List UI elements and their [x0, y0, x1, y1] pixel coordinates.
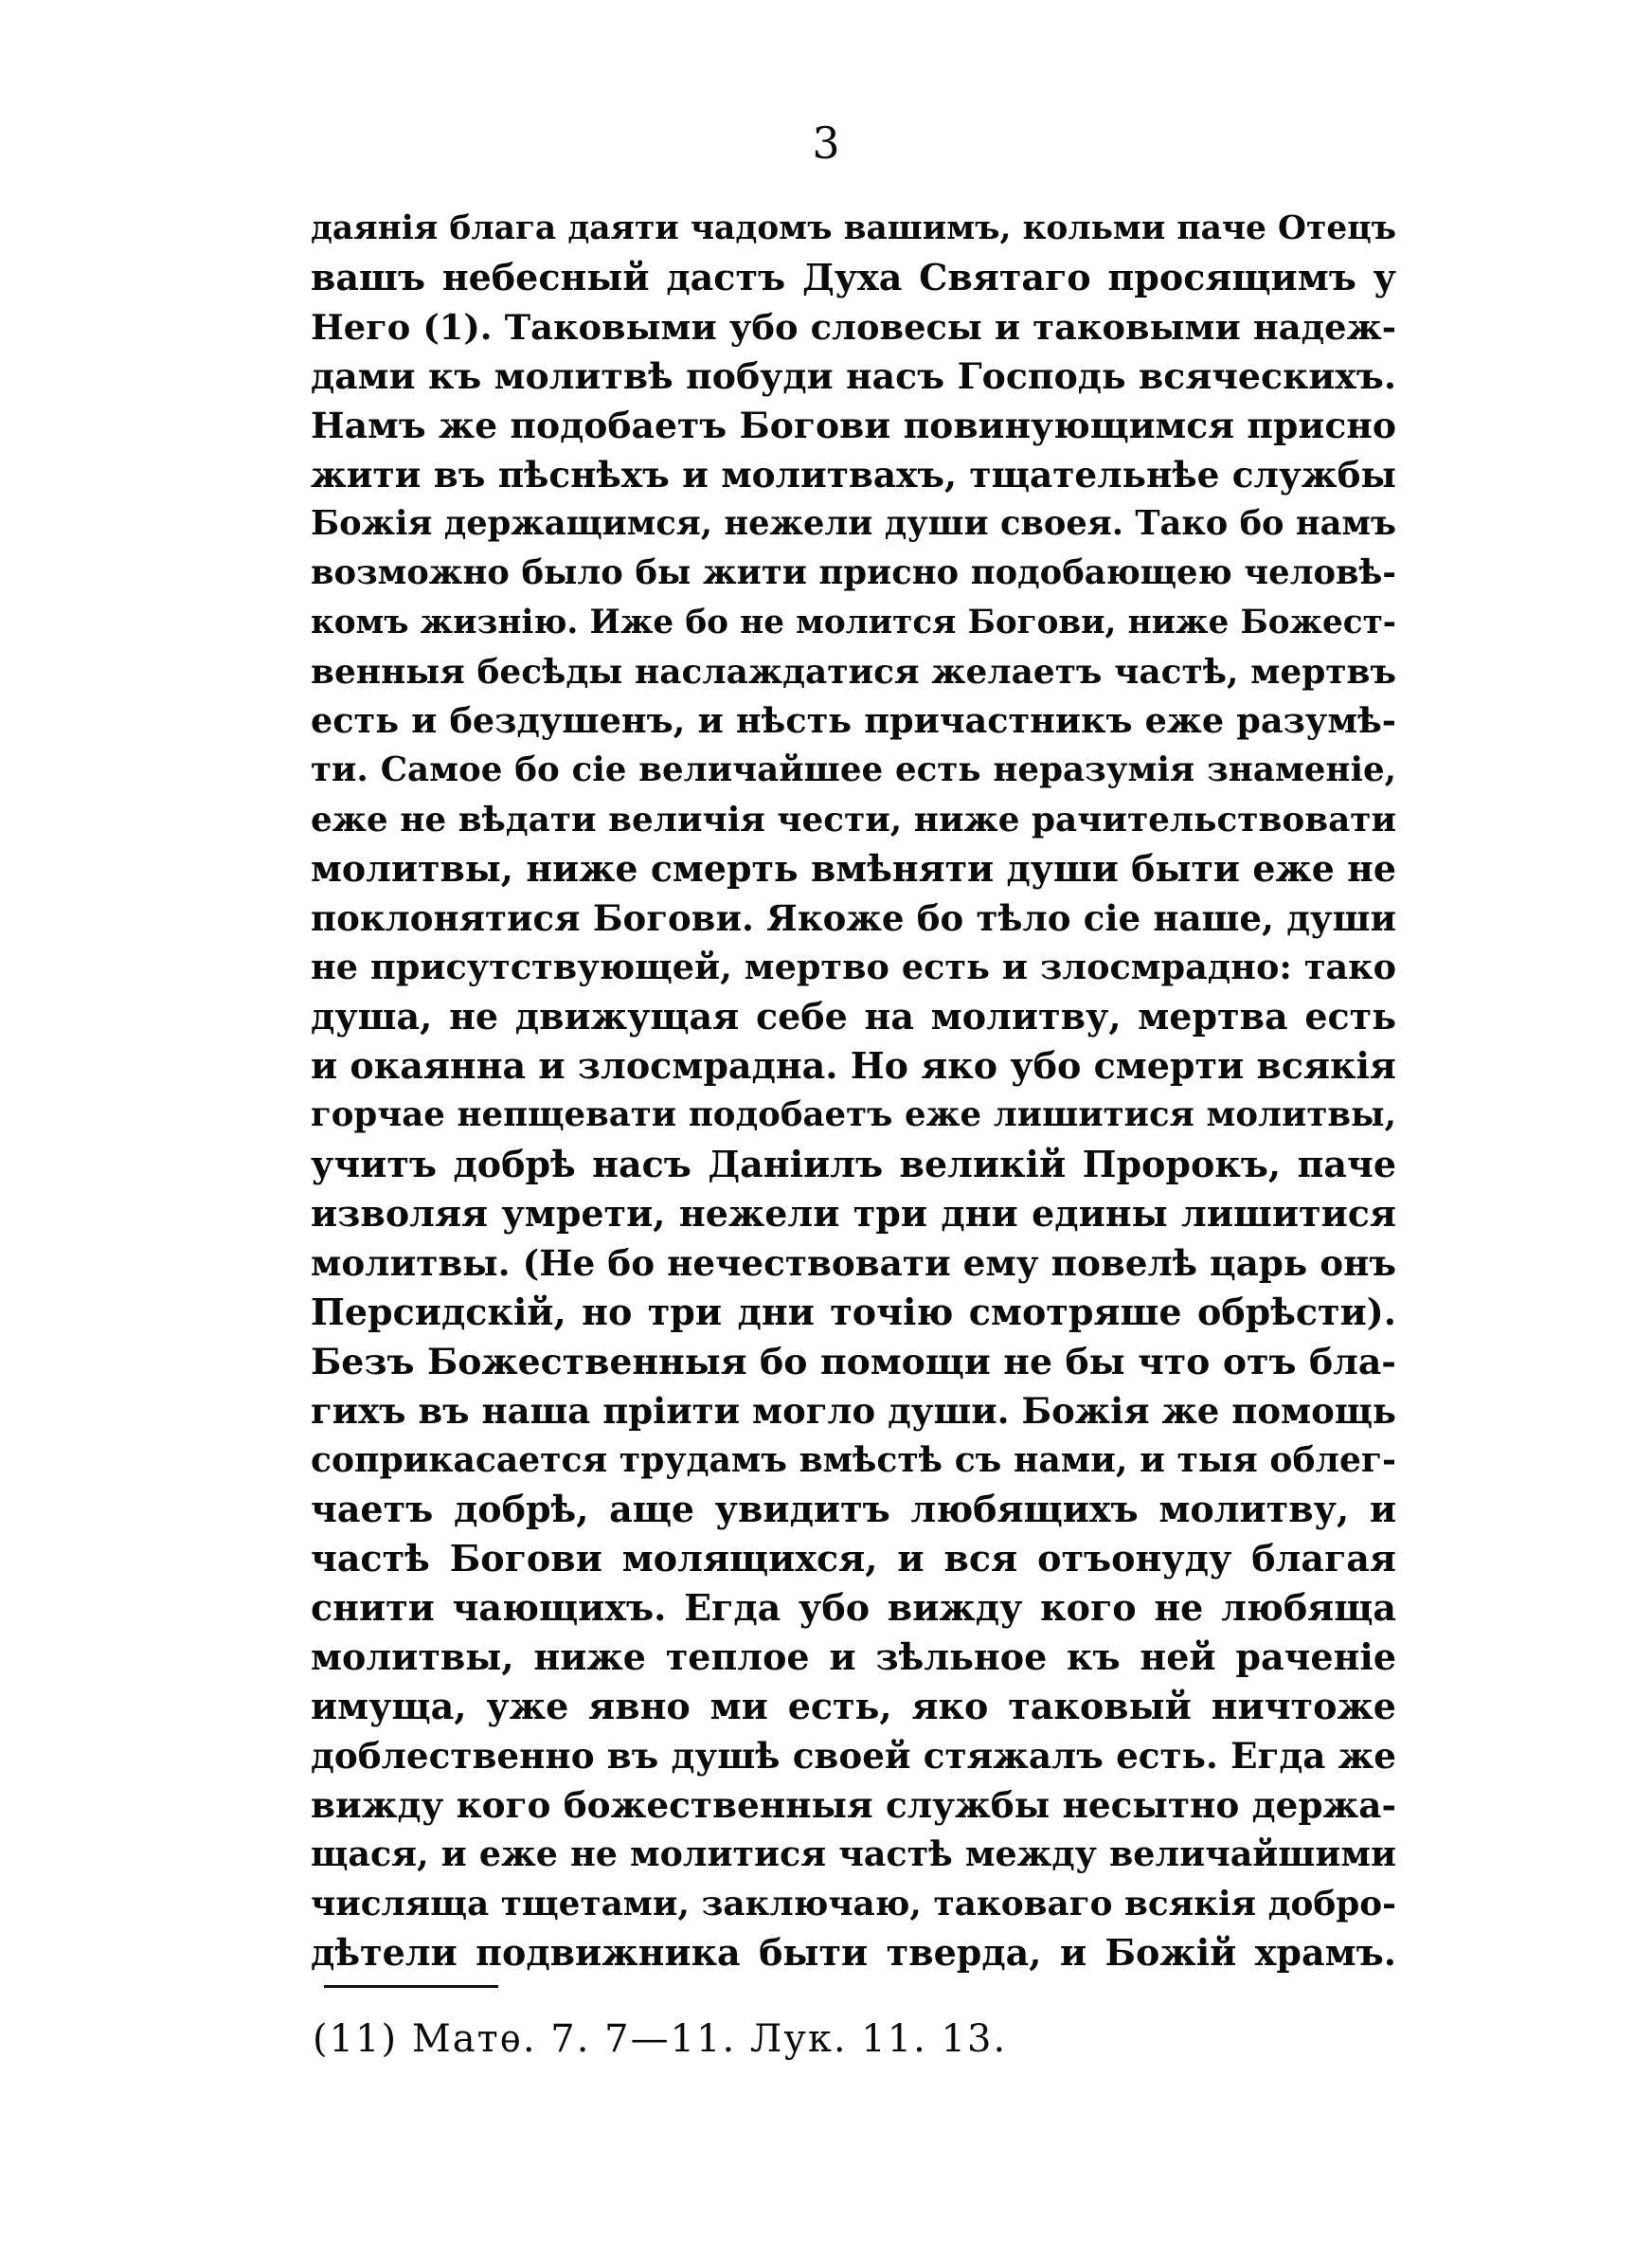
footnote: (11) Матѳ. 7. 7—11. Лук. 11. 13.	[313, 2017, 1008, 2061]
text-line: Намъ же подобаетъ Богови повинующимся присно	[311, 405, 1396, 446]
text-line: поклонятися Богови. Якоже бо тѣло сіе наше, души	[311, 897, 1396, 939]
text-line: Божія держащимся, нежели души своея. Тако бо намъ	[311, 504, 1396, 543]
text-line: венныя бесѣды наслаждатися желаетъ частѣ, мертвъ	[311, 652, 1396, 692]
text-line: частѣ Богови молящихся, и вся отъонуду благая	[311, 1537, 1396, 1580]
text-line: вашъ небесный дастъ Духа Святаго просящимъ у	[311, 256, 1396, 298]
text-line: доблественно въ душѣ своей стяжалъ есть. Егда же	[311, 1735, 1396, 1777]
text-line: еже не вѣдати величія чести, ниже рачительствовати	[311, 800, 1396, 840]
text-line: учитъ добрѣ насъ Даніилъ великій Пророкъ, паче	[311, 1143, 1396, 1185]
text-line: Персидскій, но три дни точію смотряше обрѣсти).	[311, 1291, 1396, 1333]
text-line: Безъ Божественныя бо помощи не бы что отъ бла-	[311, 1341, 1396, 1382]
text-line: числяща тщетами, заключаю, таковаго всякія добро-	[311, 1884, 1396, 1923]
text-line: возможно было бы жити присно подобающею человѣ-	[311, 553, 1396, 592]
page-number: 3	[812, 117, 840, 169]
text-line: молитвы, ниже смерть вмѣняти души быти еже не	[311, 847, 1396, 890]
text-line: душа, не движущая себе на молитву, мертва есть	[311, 995, 1396, 1038]
text-line: есть и бездушенъ, и нѣсть причастникъ еже разумѣ-	[311, 700, 1396, 741]
text-line: имуща, уже явно ми есть, яко таковый ничтоже	[311, 1685, 1396, 1727]
text-line: щася, и еже не молитися частѣ между величайшими	[311, 1833, 1396, 1874]
body-text	[311, 204, 1396, 1977]
text-line: комъ жизнію. Иже бо не молится Богови, ниже Божест-	[311, 604, 1396, 641]
text-line: не присутствующей, мертво есть и злосмрадно: тако	[311, 947, 1396, 987]
text-line: даянія блага даяти чадомъ вашимъ, кольми паче Отецъ	[311, 209, 1396, 247]
text-line: ти. Самое бо сіе величайшее есть неразумія знаменіе,	[311, 750, 1396, 789]
footnote-divider	[324, 1985, 498, 1988]
text-line: вижду кого божественныя службы несытно держа-	[311, 1784, 1396, 1826]
text-line: жити въ пѣснѣхъ и молитвахъ, тщательнѣе службы	[311, 454, 1396, 496]
text-line: молитвы, ниже теплое и зѣльное къ ней раченіе	[311, 1635, 1396, 1678]
text-line: дами къ молитвѣ побуди насъ Господь всяческихъ.	[311, 355, 1396, 397]
text-line: молитвы. (Не бо нечествовати ему повелѣ царь онъ	[311, 1242, 1396, 1284]
text-line: чаетъ добрѣ, аще увидитъ любящихъ молитву, и	[311, 1488, 1396, 1530]
text-line: Него (1). Таковыми убо словесы и таковыми надеж-	[311, 306, 1396, 348]
text-line: дѣтели подвижника быти тверда, и Божій храмъ.	[311, 1931, 1396, 1974]
text-line: изволяя умрети, нежели три дни едины лишитися	[311, 1192, 1396, 1235]
text-line: и окаянна и злосмрадна. Но яко убо смерти всякія	[311, 1044, 1396, 1087]
text-line: гихъ въ наша пріити могло души. Божія же помощь	[311, 1390, 1396, 1432]
text-line: горчае непщевати подобаетъ еже лишитися молитвы,	[311, 1095, 1396, 1134]
text-line: соприкасается трудамъ вмѣстѣ съ нами, и тыя облег-	[311, 1439, 1396, 1480]
text-line: снити чающихъ. Егда убо вижду кого не любяща	[311, 1586, 1396, 1629]
